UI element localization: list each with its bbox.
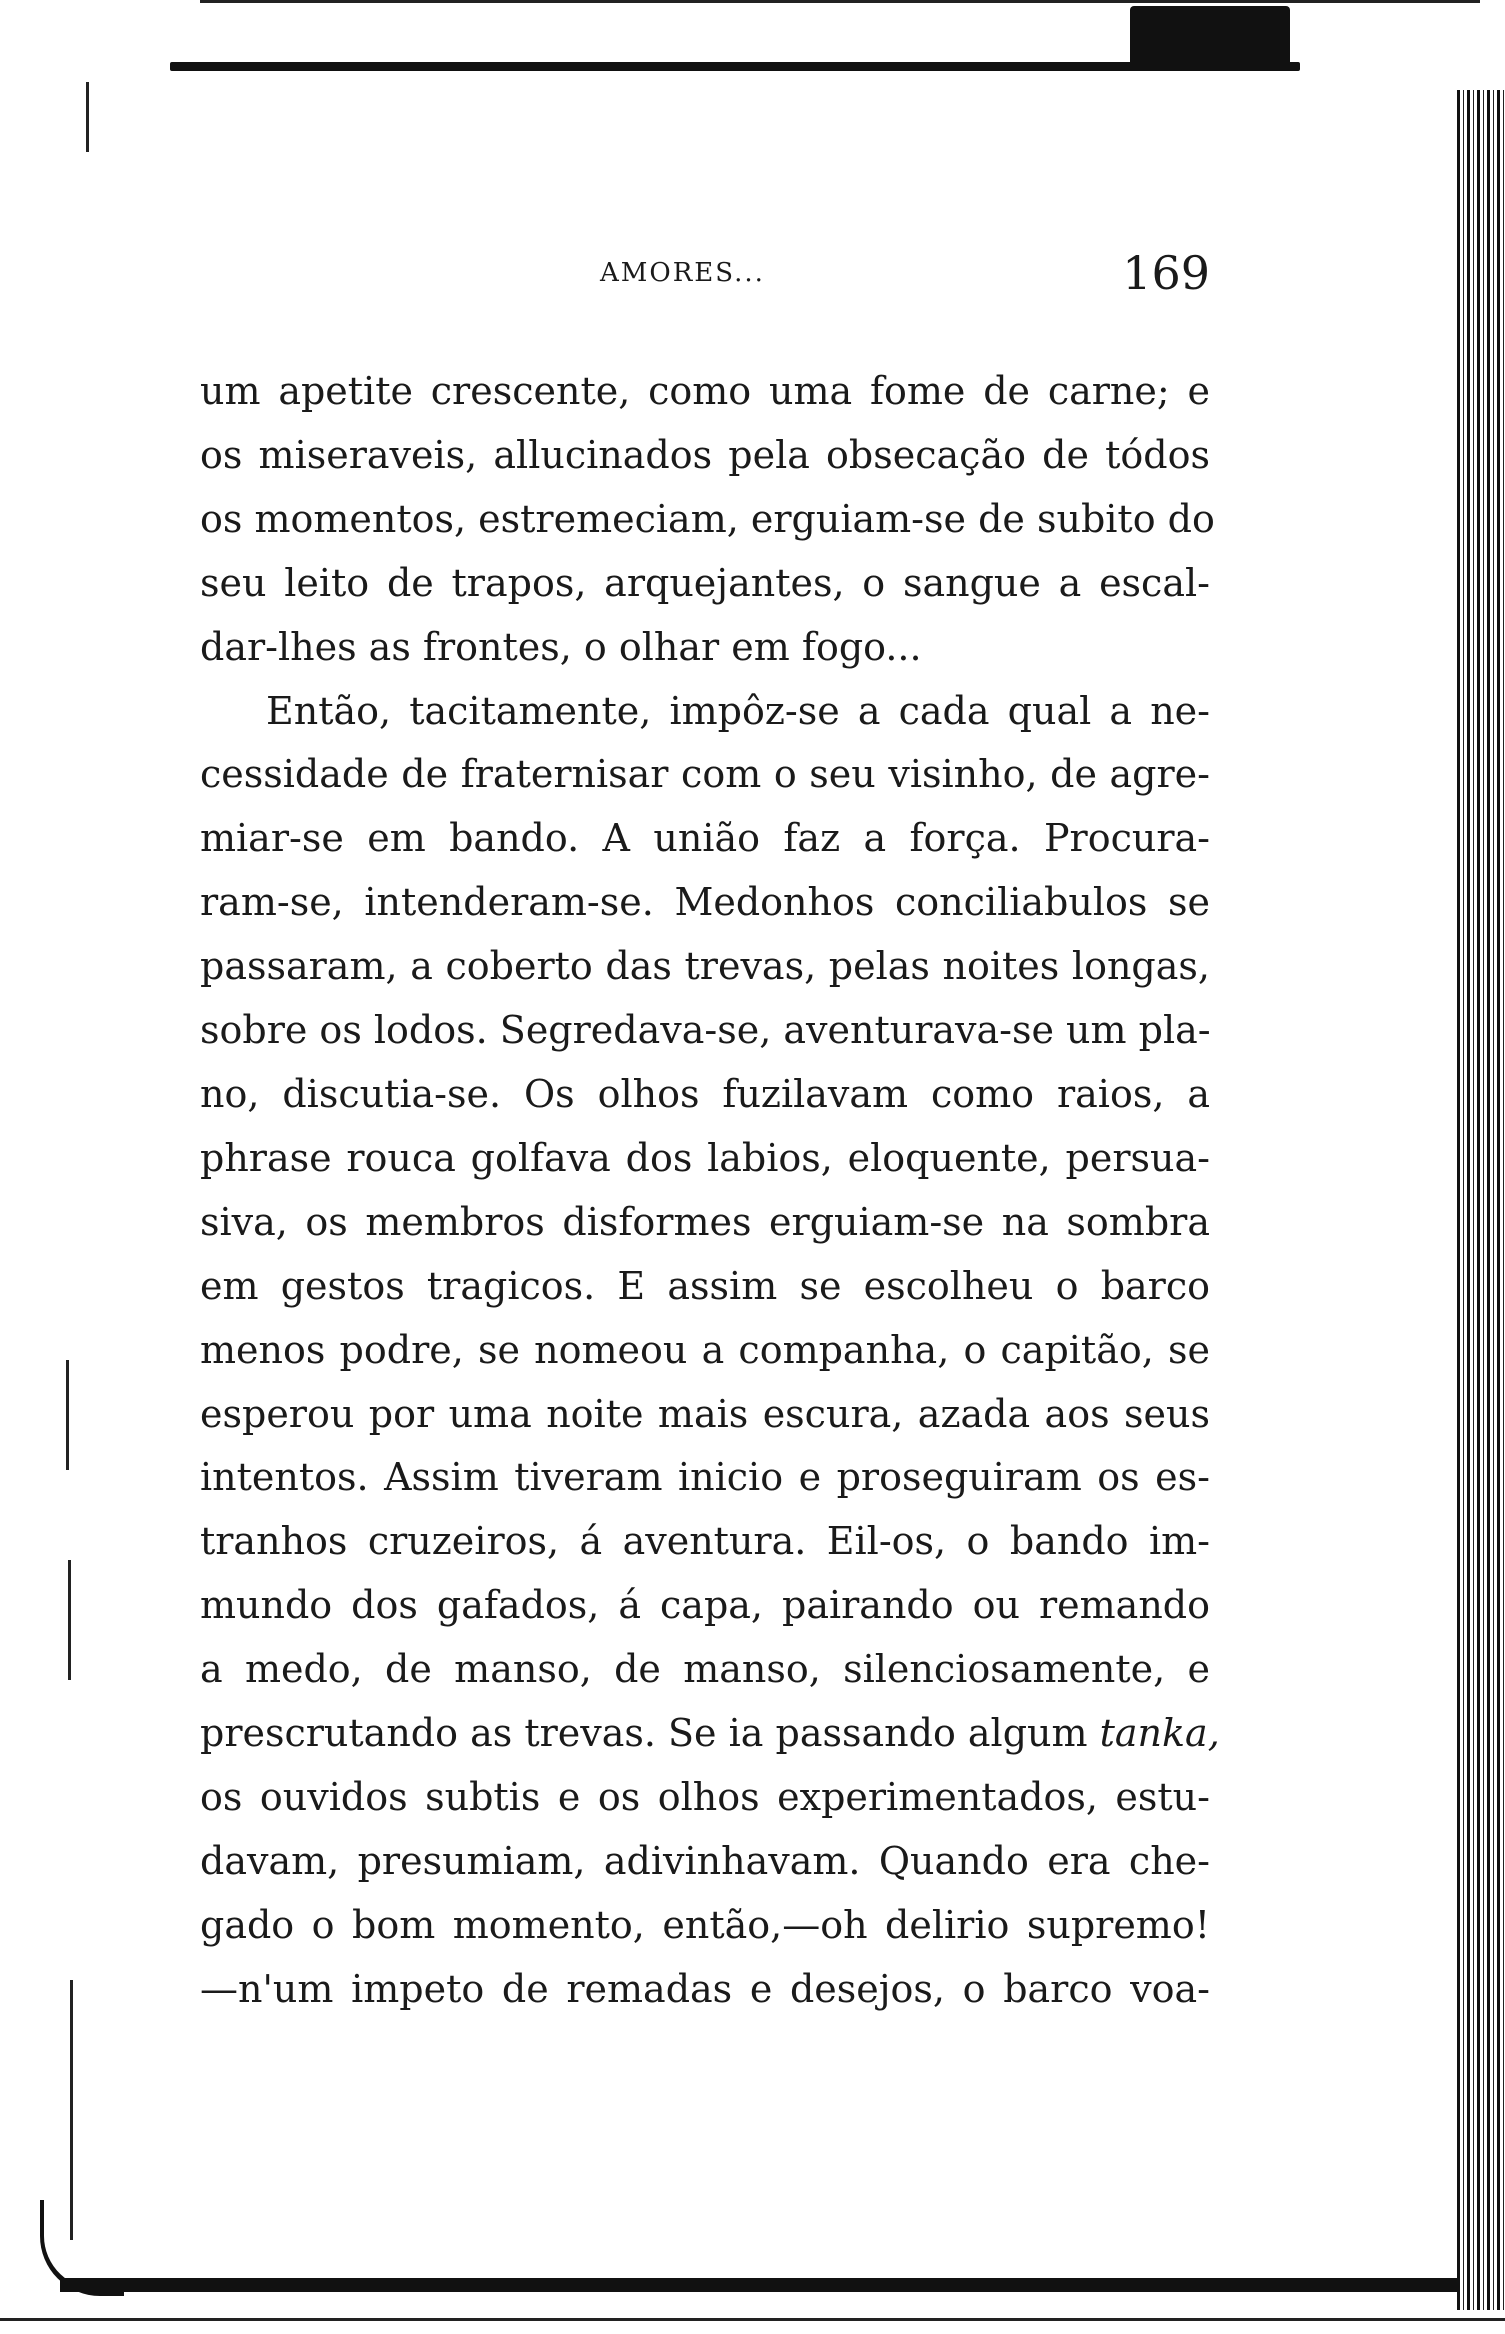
text-line bbox=[200, 1702, 1220, 1766]
scan-bottom-line bbox=[0, 2318, 1505, 2321]
body-text bbox=[200, 360, 1220, 2022]
text-line: dar-lhes as frontes, o olhar em fogo... bbox=[200, 624, 922, 669]
text-line: phrase rouca golfava dos labios, eloquente, persua- bbox=[200, 1135, 1210, 1180]
scan-left-mark bbox=[86, 82, 89, 152]
scan-top-blot bbox=[1130, 6, 1290, 66]
text-line: no, discutia-se. Os olhos fuzilavam como raios, a bbox=[200, 1071, 1210, 1116]
text-line: davam, presumiam, adivinhavam. Quando era che- bbox=[200, 1838, 1210, 1883]
text-line: sobre os lodos. Segredava-se, aventurava-se um pla- bbox=[200, 1008, 1211, 1053]
text-line: os miseraveis, allucinados pela obsecação de tódos bbox=[200, 432, 1210, 477]
text-line: mundo dos gafados, á capa, pairando ou remando bbox=[200, 1583, 1210, 1628]
scan-left-mark bbox=[68, 1560, 71, 1680]
text-fragment: prescrutando as trevas. Se ia passando algum bbox=[200, 1711, 1100, 1756]
text-line: cessidade de fraternisar com o seu visinho, de agre- bbox=[200, 752, 1210, 797]
text-line: a medo, de manso, de manso, silenciosamente, e bbox=[200, 1647, 1210, 1692]
text-line: seu leito de trapos, arquejantes, o sangue a escal- bbox=[200, 560, 1210, 605]
text-line: intentos. Assim tiveram inicio e proseguiram os es- bbox=[200, 1455, 1210, 1500]
text-line: siva, os membros disformes erguiam-se na sombra bbox=[200, 1199, 1210, 1244]
scan-bottom-bar bbox=[60, 2278, 1460, 2292]
text-line: esperou por uma noite mais escura, azada aos seus bbox=[200, 1391, 1210, 1436]
text-line: ram-se, intenderam-se. Medonhos conciliabulos se bbox=[200, 880, 1210, 925]
text-line: Então, tacitamente, impôz-se a cada qual a ne- bbox=[266, 688, 1210, 733]
text-line: gado o bom momento, então,—oh delirio supremo! bbox=[200, 1902, 1210, 1947]
text-line: menos podre, se nomeou a companha, o capitão, se bbox=[200, 1327, 1210, 1372]
text-line: —n'um impeto de remadas e desejos, o barco voa- bbox=[200, 1966, 1210, 2011]
text-line: os momentos, estremeciam, erguiam-se de subito do bbox=[200, 496, 1215, 541]
italic-word: tanka, bbox=[1099, 1711, 1220, 1756]
text-line: tranhos cruzeiros, á aventura. Eil-os, o bando im- bbox=[200, 1519, 1210, 1564]
page-header bbox=[200, 246, 1210, 308]
page-number: 169 bbox=[1122, 246, 1210, 300]
text-line: em gestos tragicos. E assim se escolheu o barco bbox=[200, 1263, 1210, 1308]
text-line: os ouvidos subtis e os olhos experimentados, estu- bbox=[200, 1774, 1210, 1819]
scan-top-edge bbox=[200, 0, 1480, 3]
scan-binding-strip bbox=[1457, 90, 1505, 2310]
text-line: um apetite crescente, como uma fome de carne; e bbox=[200, 369, 1210, 413]
text-line: miar-se em bando. A união faz a força. Procura- bbox=[200, 816, 1210, 861]
running-head: AMORES... bbox=[600, 258, 765, 288]
text-line: passaram, a coberto das trevas, pelas noites longas, bbox=[200, 944, 1210, 989]
scan-left-mark bbox=[66, 1360, 69, 1470]
